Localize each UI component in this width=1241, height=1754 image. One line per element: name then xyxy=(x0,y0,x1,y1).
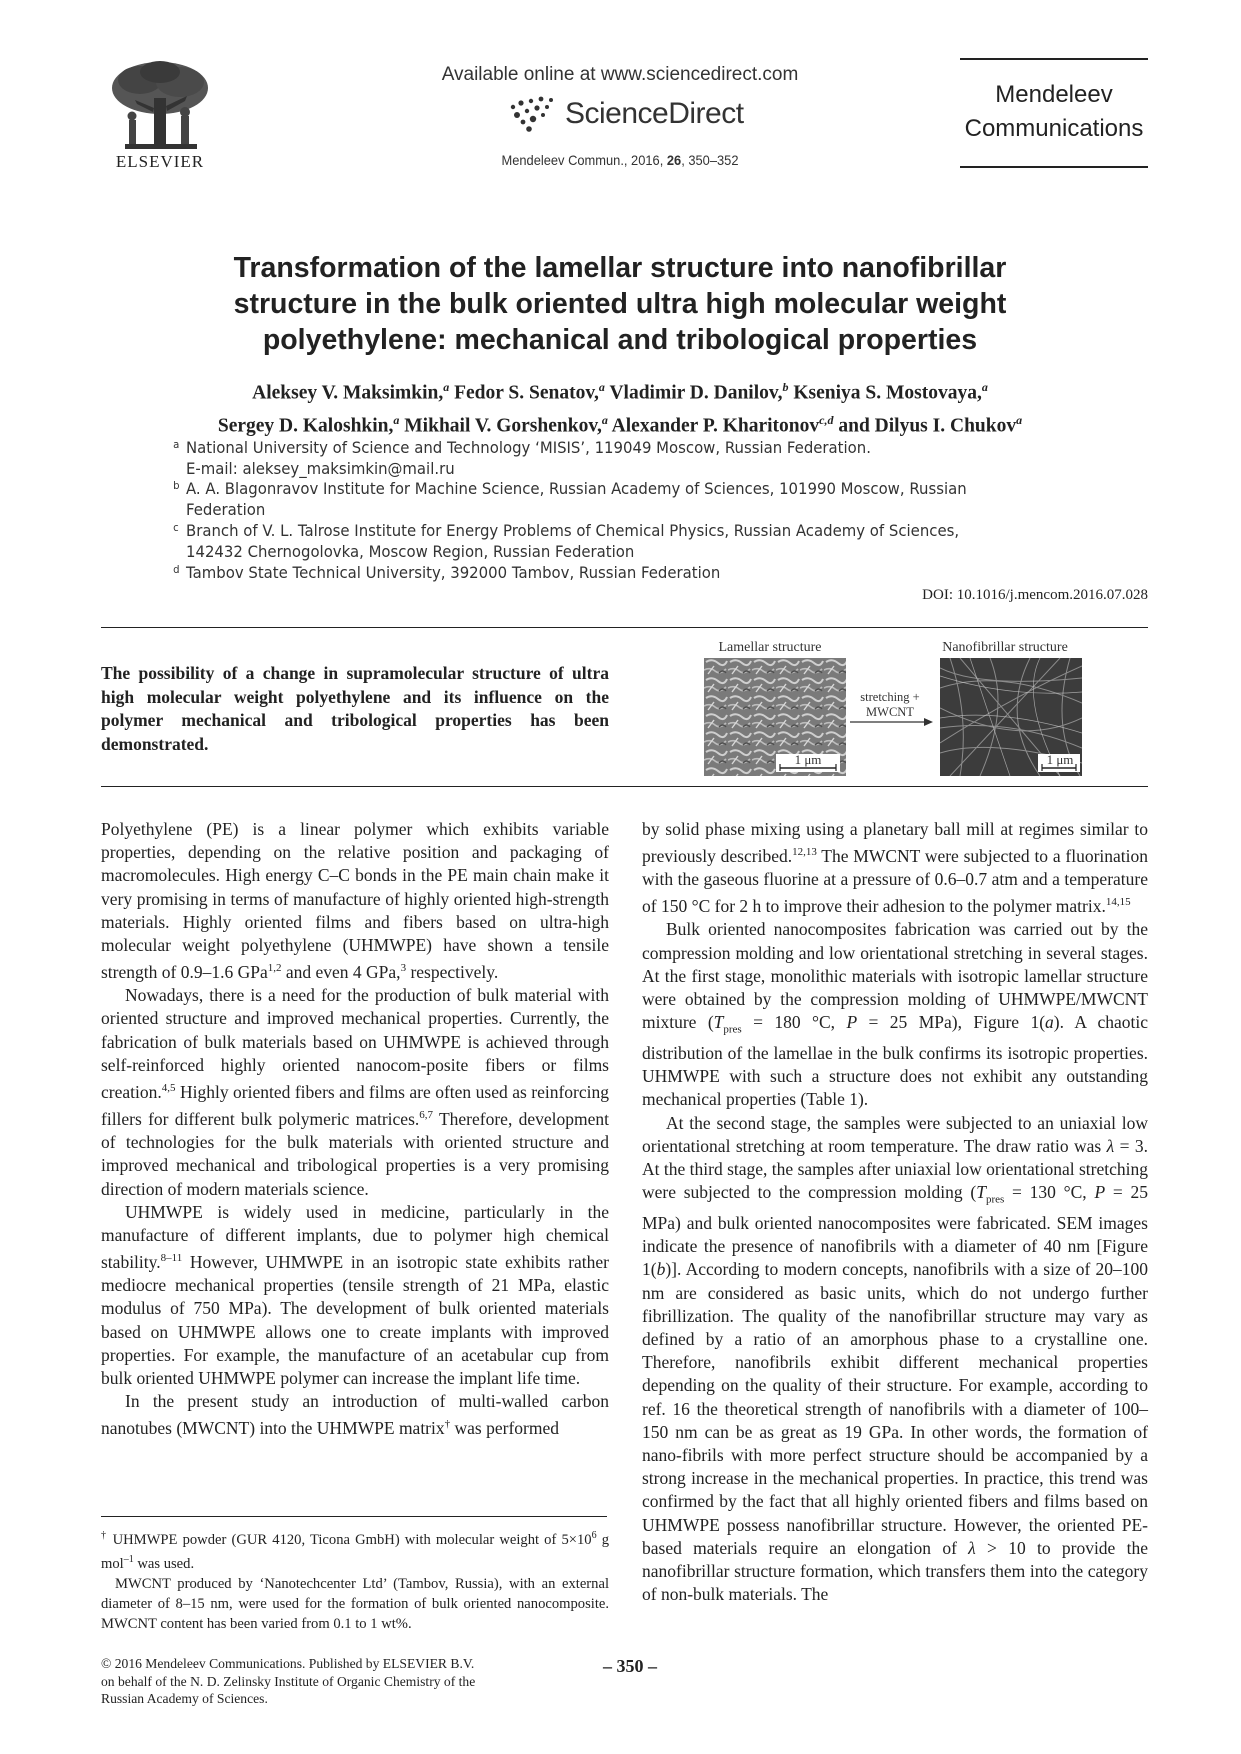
author-affil-mark: a xyxy=(981,380,988,394)
doi-link[interactable]: DOI: 10.1016/j.mencom.2016.07.028 xyxy=(922,587,1148,603)
figure-ref[interactable]: b xyxy=(656,1259,666,1280)
text-run: was performed xyxy=(450,1418,559,1439)
affiliation-d xyxy=(173,563,996,584)
article-title-line2: structure in the bulk oriented ultra high molecular weight xyxy=(233,288,1007,320)
symbol: T xyxy=(713,1012,724,1033)
text-run: –1 xyxy=(123,1553,134,1565)
text-run: = 25 MPa) and bulk oriented nanocomposites were fabricated. SEM images indicate the presence of nanofibrils with a diameter of 40 nm [Figure 1( xyxy=(642,1182,1149,1280)
available-online-text[interactable]: Available online at www.sciencedirect.com xyxy=(441,64,799,85)
graphical-abstract-left-label: Lamellar structure xyxy=(718,640,822,655)
journal-title-line1: Mendeleev xyxy=(995,81,1113,108)
affiliation-email[interactable]: E-mail: aleksey_maksimkin@mail.ru xyxy=(186,458,455,478)
affiliation-line: Federation xyxy=(186,499,266,519)
text-run: = 130 °C, xyxy=(1004,1182,1095,1203)
symbol: λ xyxy=(968,1537,976,1558)
author-name: Vladimir D. Danilov, xyxy=(604,382,783,404)
footnote-mark: † xyxy=(101,1530,108,1541)
affiliation-c xyxy=(173,521,996,562)
text-run: Bulk oriented nanocomposites fabrication was carried out by the compression molding and low orientational stretching in several stages. At the first stage, monolithic materials with isotropic lamellar structure were obtained by the compression molding of UHMWPE/MWCNT mixture ( xyxy=(642,919,1148,1033)
publisher-name: ELSEVIER xyxy=(115,152,205,171)
journal-title-line2: Communications xyxy=(964,115,1144,142)
author-affil-mark: a xyxy=(598,380,605,394)
footnote: MWCNT produced by ‘Nanotechcenter Ltd’ (Tambov, Russia), with an external diameter of 8–15 nm, were used for the formation of bulk oriented nanocomposite. MWCNT content has been varied from 0.1 to 1 wt%. xyxy=(101,1575,609,1632)
footnote xyxy=(101,1526,609,1574)
citation-ref[interactable]: 6,7 xyxy=(419,1109,434,1122)
affiliation-line: 142432 Chernogolovka, Moscow Region, Russian Federation xyxy=(186,541,635,561)
graphical-abstract-right-label: Nanofibrillar structure xyxy=(942,640,1068,655)
author-name: Mikhail V. Gorshenkov, xyxy=(399,415,602,436)
footnotes xyxy=(101,1526,609,1634)
author-affil-mark: a xyxy=(393,412,400,427)
affiliation-mark: c xyxy=(173,521,179,534)
text-run: However, UHMWPE in an isotropic state exhibits rather mediocre mechanical properties (tensile strength of 21 MPa, elastic modulus of 750 MPa). The development of bulk oriented materials based on UHMWPE allows one to create implants with improved properties. For example, the manufacture of an acetabular cup from bulk oriented UHMWPE polymer can increase the implant life time. xyxy=(101,1251,609,1388)
abstract-text: The possibility of a change in supramolecular structure of ultra high molecular weight polyethylene and its influence on the polymer mechanical and tribological properties has been demonstrated. xyxy=(101,663,609,754)
text-run: )]. According to modern concepts, nanofibrils with a size of 20–100 nm are considered as basic units, which do not undergo further fibrillization. The quality of the nanofibrillar structure may vary as defined by a ratio of an amorphous phase to a crystalline one. Therefore, nanofibrils exhibit different mechanical properties depending on the quality of their structure. For example, according to ref. 16 the theoretical strength of nanofibrils with a diameter of 100–150 nm can be as great as 19 GPa. In other words, the formation of nano-fibrils with more perfect structure should be accompanied by a strong increase in the mechanical properties. In practice, this trend was confirmed by the fact that all highly oriented fibers and films based on UHMWPE possess nanofibrillar structure. However, the oriented PE-based materials require an elongation of xyxy=(642,1259,1148,1558)
author-affil-mark: a xyxy=(601,412,608,427)
affiliation-line: National University of Science and Technology ‘MISIS’, 119049 Moscow, Russian Federation. xyxy=(186,438,871,457)
affiliation-line: Branch of V. L. Talrose Institute for Energy Problems of Chemical Physics, Russian Academy of Sciences, xyxy=(186,521,960,540)
footnote-ref[interactable]: † xyxy=(444,1418,451,1431)
affiliation-b xyxy=(173,479,996,520)
process-arrow-line2: MWCNT xyxy=(866,705,914,719)
text-run: Highly oriented fibers and films are often used as reinforcing fillers for different bulk polymeric matrices. xyxy=(101,1081,609,1129)
page-number: – 350 – xyxy=(603,1656,657,1676)
text-run: and even 4 GPa, xyxy=(281,962,401,983)
paragraph xyxy=(101,984,609,1200)
figure-ref[interactable]: a xyxy=(1045,1012,1054,1033)
copyright-notice xyxy=(101,1655,541,1708)
text-run: = 3. At the third stage, the samples after uniaxial low orientational stretching were subjected to the compression molding ( xyxy=(642,1135,1148,1203)
text-run: by solid phase mixing using a planetary ball mill at regimes similar to previously described. xyxy=(642,819,1148,867)
text-run: At the second stage, the samples were subjected to an uniaxial low orientational stretching at room temperature. The draw ratio was xyxy=(642,1112,1148,1156)
journal-title-rule-bottom xyxy=(960,166,1148,168)
citation-ref[interactable]: 14,15 xyxy=(1105,896,1131,909)
author-affil-mark: b xyxy=(782,380,789,394)
author-affil-mark: a xyxy=(443,380,450,394)
author-name: Alexander P. Kharitonov xyxy=(607,415,820,436)
subscript: pres xyxy=(723,1023,742,1036)
text-run: UHMWPE powder (GUR 4120, Ticona GmbH) with molecular weight of 5×10 xyxy=(107,1531,592,1548)
paragraph xyxy=(101,1201,609,1390)
scale-bar-label-right: 1 μm xyxy=(1046,752,1074,767)
text-run: UHMWPE is widely used in medicine, particularly in the manufacture of different implants, due to polymer high chemical stability. xyxy=(101,1201,609,1272)
author-affil-mark: c,d xyxy=(819,412,834,427)
affiliation-mark: a xyxy=(173,438,180,451)
citation-ref[interactable]: 3 xyxy=(400,962,407,975)
affiliation-mark: d xyxy=(173,563,180,576)
paragraph xyxy=(642,918,1148,1111)
paragraph xyxy=(101,1390,609,1440)
author-name: Sergey D. Kaloshkin, xyxy=(217,415,394,436)
subscript: pres xyxy=(985,1193,1005,1206)
citation-ref[interactable]: 12,13 xyxy=(792,846,817,859)
citation-ref[interactable]: 8–11 xyxy=(160,1252,183,1265)
author-affil-mark: a xyxy=(1016,412,1023,427)
copyright-line: © 2016 Mendeleev Communications. Published by ELSEVIER B.V. xyxy=(101,1656,475,1671)
text-run: respectively. xyxy=(406,962,499,983)
author-name: and Dilyus I. Chukov xyxy=(833,415,1017,436)
text-run: Nowadays, there is a need for the production of bulk material with oriented structure and improved mechanical properties. Currently, the fabrication of bulk materials based on UHMWPE is achieved through self-reinforced highly oriented nanocom-posite fibers or films creation. xyxy=(101,985,609,1102)
citation-pages: , 350–352 xyxy=(681,152,739,168)
footnote-rule xyxy=(101,1516,607,1517)
affiliation-mark: b xyxy=(173,479,180,492)
scale-bar-label-left: 1 μm xyxy=(794,752,822,767)
text-run: g mol xyxy=(101,1531,609,1572)
text-run: 6 xyxy=(591,1530,597,1541)
abstract-rule-bottom xyxy=(101,786,1148,787)
paragraph xyxy=(642,1112,1148,1607)
citation-ref[interactable]: 1,2 xyxy=(267,962,282,975)
text-run: = 180 °C, xyxy=(741,1012,847,1033)
paragraph xyxy=(642,818,1148,918)
citation-journal: Mendeleev Commun., 2016, xyxy=(501,152,667,168)
journal-title-rule-top xyxy=(960,58,1148,60)
article-title-line1: Transformation of the lamellar structure into nanofibrillar xyxy=(233,252,1007,284)
process-arrow-line1: stretching + xyxy=(860,690,920,704)
article-title xyxy=(150,250,1090,358)
affiliation-line: Tambov State Technical University, 392000 Tambov, Russian Federation xyxy=(186,563,721,582)
sciencedirect-wordmark: ScienceDirect xyxy=(565,97,744,130)
author-line1 xyxy=(120,374,1120,407)
text-run: In the present study an introduction of multi-walled carbon nanotubes (MWCNT) into the UHMWPE matrix xyxy=(101,1391,609,1439)
text-run: Polyethylene (PE) is a linear polymer which exhibits variable properties, depending on the relative position and packaging of macromolecules. High energy C–C bonds in the PE main chain make it very promising in terms of manufacture of highly oriented high-strength materials. Highly oriented films and fibers based on ultra-high molecular weight polyethylene (UHMWPE) have shown a tensile strength of 0.9–1.6 GPa xyxy=(101,819,609,983)
author-line2 xyxy=(120,407,1120,440)
text-run: = 25 MPa), Figure 1( xyxy=(857,1012,1046,1033)
author-name: Fedor S. Senatov, xyxy=(449,382,599,404)
author-name: Aleksey V. Maksimkin, xyxy=(252,382,444,404)
symbol: P xyxy=(846,1012,858,1033)
journal-citation xyxy=(436,152,804,168)
body-column-left xyxy=(101,818,609,1440)
author-list xyxy=(120,374,1120,439)
text-run: > 10 to provide the nanofibrillar structure formation, which transfers them into the category of non-bulk materials. The xyxy=(642,1537,1148,1605)
text-run: was used. xyxy=(133,1555,195,1572)
author-name: Kseniya S. Mostovaya, xyxy=(788,382,982,404)
symbol: λ xyxy=(1106,1135,1115,1156)
symbol: T xyxy=(976,1182,986,1203)
right-arrow-icon xyxy=(850,715,934,733)
symbol: P xyxy=(1094,1182,1106,1203)
copyright-line: Russian Academy of Sciences. xyxy=(101,1691,268,1706)
text-run: Therefore, development of technologies for the bulk materials with oriented structure and improved mechanical and tribological properties is a very promising direction of modern materials science. xyxy=(101,1108,609,1199)
text-run: ). A chaotic distribution of the lamellae in the bulk confirms its isotropic properties. UHMWPE with such a structure does not exhibit any outstanding mechanical properties (Table 1). xyxy=(642,1012,1148,1110)
affiliation-a xyxy=(173,438,996,479)
body-column-right xyxy=(642,818,1148,1606)
copyright-line: on behalf of the N. D. Zelinsky Institute of Organic Chemistry of the xyxy=(101,1673,476,1689)
text-run: The MWCNT were subjected to a fluorination with the gaseous fluorine at a pressure of 0.6–0.7 atm and a temperature of 150 °C for 2 h to improve their adhesion to the polymer matrix. xyxy=(642,846,1148,917)
article-title-line3: polyethylene: mechanical and tribological properties xyxy=(262,324,978,356)
affiliation-line: A. A. Blagonravov Institute for Machine Science, Russian Academy of Sciences, 101990 Moscow, Russian xyxy=(186,479,967,498)
journal-title xyxy=(955,78,1153,146)
paragraph xyxy=(101,818,609,984)
abstract-rule-top xyxy=(101,627,1148,628)
citation-ref[interactable]: 4,5 xyxy=(161,1082,176,1095)
citation-volume: 26 xyxy=(666,152,682,168)
